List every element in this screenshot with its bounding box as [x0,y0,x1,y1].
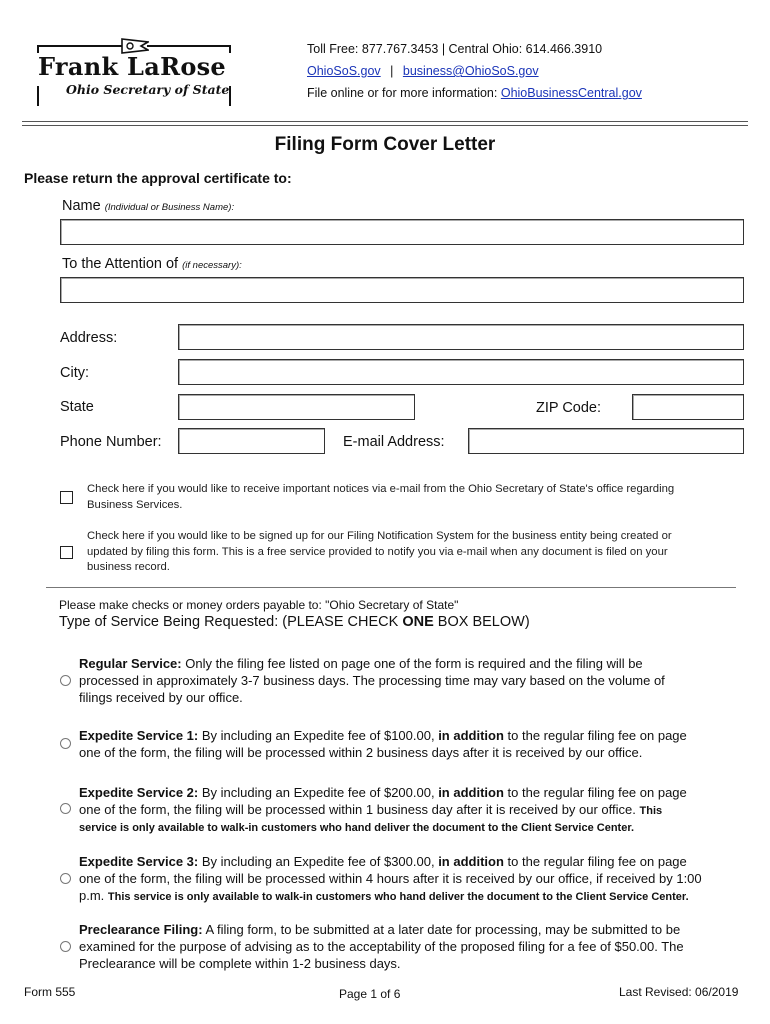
website-link[interactable]: OhioSoS.gov [307,64,381,78]
business-central-link[interactable]: OhioBusinessCentral.gov [500,86,642,100]
expedite-3-line1b: to the regular filing fee on page [503,854,687,869]
email-label: E-mail Address: [343,434,445,450]
state-input[interactable] [178,394,415,420]
phone-label: Phone Number: [60,434,162,450]
email-notices-text [87,482,674,513]
expedite-3-line2: one of the form, the filing will be processed within 4 hours after it is received by our office, if received by 1:00 [79,871,702,886]
filing-notification-line3: business record. [87,561,170,573]
name-hint: (Individual or Business Name): [104,202,235,213]
regular-service-radio[interactable] [60,675,71,686]
last-revised: Last Revised: 06/2019 [619,985,739,999]
expedite-3-option [79,853,749,906]
expedite-3-line3a: p.m. [79,888,108,903]
expedite-2-note-b: service is only available to walk-in customers who hand deliver the document to the Client Service Center. [79,822,635,834]
name-label [62,198,234,214]
expedite-1-option [79,727,749,761]
logo-name: Frank LaRose [38,52,227,81]
regular-service-option [79,655,749,706]
header-rule-top [22,121,748,122]
form-title: Filing Form Cover Letter [274,134,496,155]
service-type-heading [59,614,530,630]
expedite-2-name: Expedite Service 2: [79,785,199,800]
service-type-suffix: BOX BELOW) [433,614,530,630]
preclearance-line2: examined for the purpose of advising as to the acceptability of the proposed filing for a fee of $50.00. The [79,939,684,954]
regular-service-line1: Only the filing fee listed on page one of the form is required and the filing will be [181,656,643,671]
state-label: State [60,399,94,415]
contact-file-online [307,86,642,100]
attention-label-text: To the Attention of [62,256,179,272]
service-type-prefix: Type of Service Being Requested: (PLEASE CHECK [59,614,403,630]
city-input[interactable] [178,359,744,385]
city-label: City: [60,365,89,381]
expedite-1-bold: in addition [438,728,504,743]
zip-label: ZIP Code: [536,400,602,416]
expedite-2-bold: in addition [438,785,504,800]
filing-notification-line1: Check here if you would like to be signed up for our Filing Notification System for the business entity being created or [87,530,672,542]
regular-service-line3: filings received by our office. [79,690,243,705]
email-input[interactable] [468,428,744,454]
expedite-1-line1a: By including an Expedite fee of $100.00, [198,728,439,743]
expedite-2-line1a: By including an Expedite fee of $200.00, [198,785,439,800]
preclearance-line3: Preclearance will be complete within 1-2 business days. [79,956,401,971]
expedite-2-option [79,784,749,837]
email-notices-line1: Check here if you would like to receive important notices via e-mail from the Ohio Secretary of State's office regarding [87,483,675,495]
expedite-3-bold: in addition [438,854,504,869]
expedite-3-note: This service is only available to walk-in customers who hand deliver the document to the Client Service Center. [107,891,689,903]
address-input[interactable] [178,324,744,350]
phone-input[interactable] [178,428,325,454]
preclearance-line1: A filing form, to be submitted at a later date for processing, may be submitted to be [202,922,681,937]
expedite-3-radio[interactable] [60,873,71,884]
name-label-text: Name [62,198,101,214]
expedite-2-line2: one of the form, the filing will be processed within 1 business day after it is received by our office. [79,802,640,817]
filing-notification-checkbox[interactable] [60,546,73,559]
expedite-2-line1b: to the regular filing fee on page [503,785,687,800]
preclearance-option [79,921,749,972]
preclearance-radio[interactable] [60,941,71,952]
file-online-text: File online or for more information: [307,86,501,100]
expedite-1-line2: one of the form, the filing will be processed within 2 business days after it is received by our office. [79,745,643,760]
attention-hint: (if necessary): [182,260,242,271]
expedite-3-line1a: By including an Expedite fee of $300.00, [198,854,439,869]
zip-input[interactable] [632,394,744,420]
expedite-2-radio[interactable] [60,803,71,814]
filing-notification-text [87,529,672,576]
link-separator: | [390,64,394,78]
email-link[interactable]: business@OhioSoS.gov [402,64,539,78]
expedite-1-line1b: to the regular filing fee on page [503,728,687,743]
filing-notification-line2: updated by filing this form. This is a free service provided to notify you via e-mail when any document is filed on your [87,545,668,558]
payable-note: Please make checks or money orders payable to: "Ohio Secretary of State" [59,598,459,612]
regular-service-line2: processed in approximately 3-7 business days. The processing time may vary based on the volume of [79,673,665,688]
expedite-1-radio[interactable] [60,738,71,749]
return-label: Please return the approval certificate to: [24,170,292,186]
form-number: Form 555 [24,985,76,999]
attention-label [62,256,242,272]
name-input[interactable] [60,219,744,245]
expedite-1-name: Expedite Service 1: [79,728,199,743]
attention-input[interactable] [60,277,744,303]
page-number: Page 1 of 6 [339,987,401,1001]
header-rule-bottom [22,125,748,126]
contact-links [307,64,539,78]
regular-service-name: Regular Service: [79,656,182,671]
preclearance-name: Preclearance Filing: [79,922,203,937]
contact-phones: Toll Free: 877.767.3453 | Central Ohio: 614.466.3910 [307,42,603,56]
logo-subtitle: Ohio Secretary of State [66,82,230,97]
address-label: Address: [60,330,118,346]
section-divider [46,587,736,588]
expedite-2-note-a: This [639,805,663,817]
expedite-3-name: Expedite Service 3: [79,854,199,869]
email-notices-line2: Business Services. [87,498,183,511]
email-notices-checkbox[interactable] [60,491,73,504]
service-type-emphasis: ONE [402,614,434,630]
